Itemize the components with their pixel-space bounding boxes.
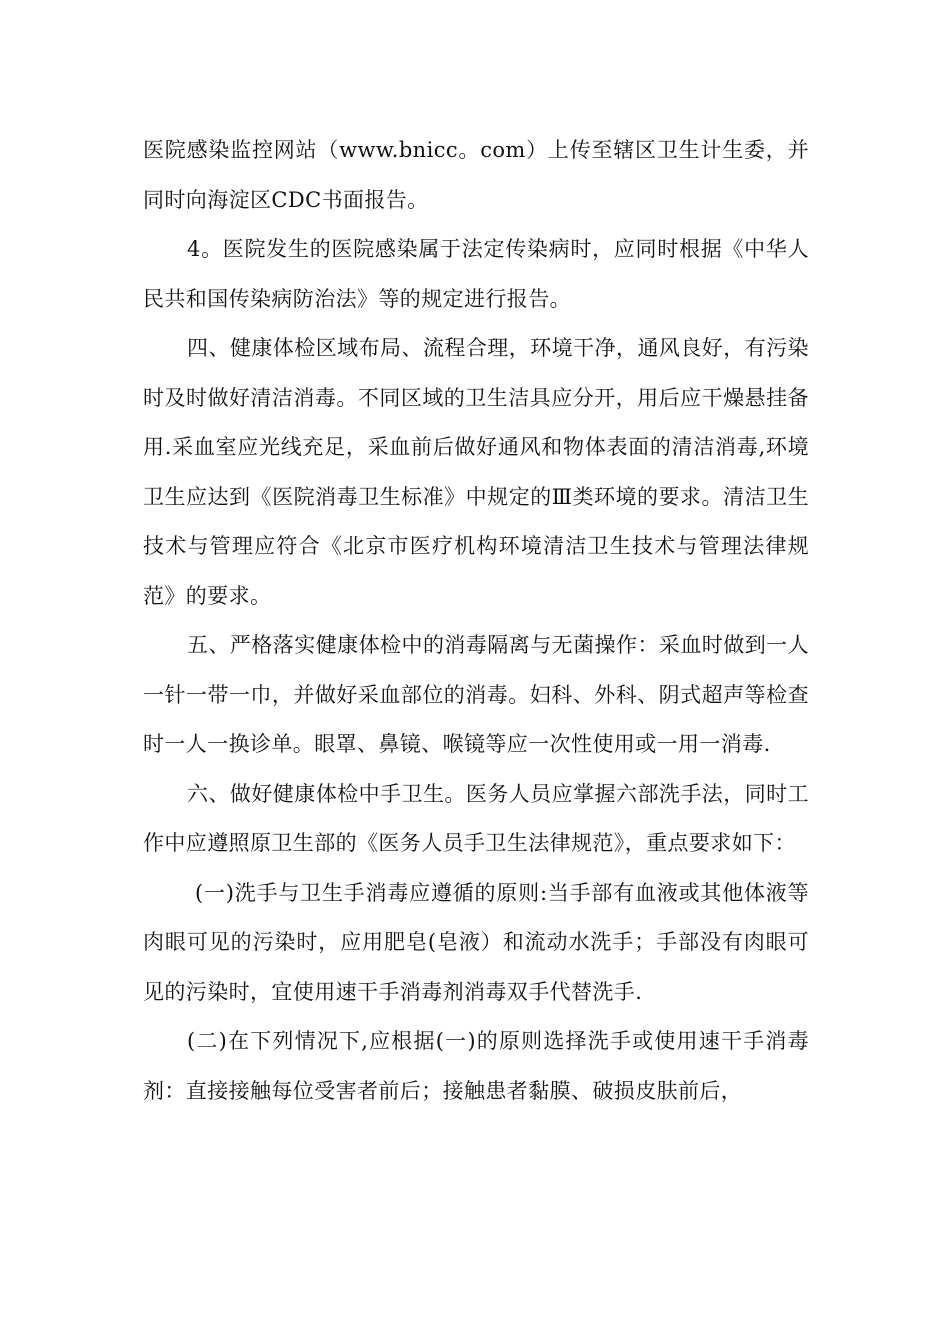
paragraph-section-4-environment: 四、健康体检区域布局、流程合理，环境干净，通风良好，有污染时及时做好清洁消毒。不同区域的卫生洁具应分开，用后应干燥悬挂备用.采血室应光线充足，采血前后做好通风和物体表面的清洁消毒,环境卫生应达到《医院消毒卫生标准》中规定的Ⅲ类环境的要求。清洁卫生技术与管理应符合《北京市医疗机构环境清洁卫生技术与管理法律规范》的要求。 [143, 336, 809, 608]
paragraph-report-website: 医院感染监控网站（www.bnicc。com）上传至辖区卫生计生委，并同时向海淀区CDC书面报告。 [143, 138, 809, 212]
paragraph-subitem-1: (一)洗手与卫生手消毒应遵循的原则:当手部有血液或其他体液等肉眼可见的污染时，应用肥皂(皂液）和流动水洗手；手部没有肉眼可见的污染时，宜使用速干手消毒剂消毒双手代替洗手. [143, 880, 809, 1004]
paragraph-subitem-2: (二)在下列情况下,应根据(一)的原则选择洗手或使用速干手消毒剂：直接接触每位受害者前后；接触患者黏膜、破损皮肤前后， [143, 1029, 809, 1103]
paragraph-item-4: 4。医院发生的医院感染属于法定传染病时，应同时根据《中华人民共和国传染病防治法》等的规定进行报告。 [143, 237, 809, 311]
paragraph-section-5-disinfection: 五、严格落实健康体检中的消毒隔离与无菌操作：采血时做到一人一针一带一巾，并做好采血部位的消毒。妇科、外科、阴式超声等检查时一人一换诊单。眼罩、鼻镜、喉镜等应一次性使用或一用一消毒. [143, 633, 809, 756]
paragraph-section-6-hand-hygiene: 六、做好健康体检中手卫生。医务人员应掌握六部洗手法，同时工作中应遵照原卫生部的《医务人员手卫生法律规范》，重点要求如下： [143, 781, 809, 855]
document-page [143, 126, 809, 1116]
